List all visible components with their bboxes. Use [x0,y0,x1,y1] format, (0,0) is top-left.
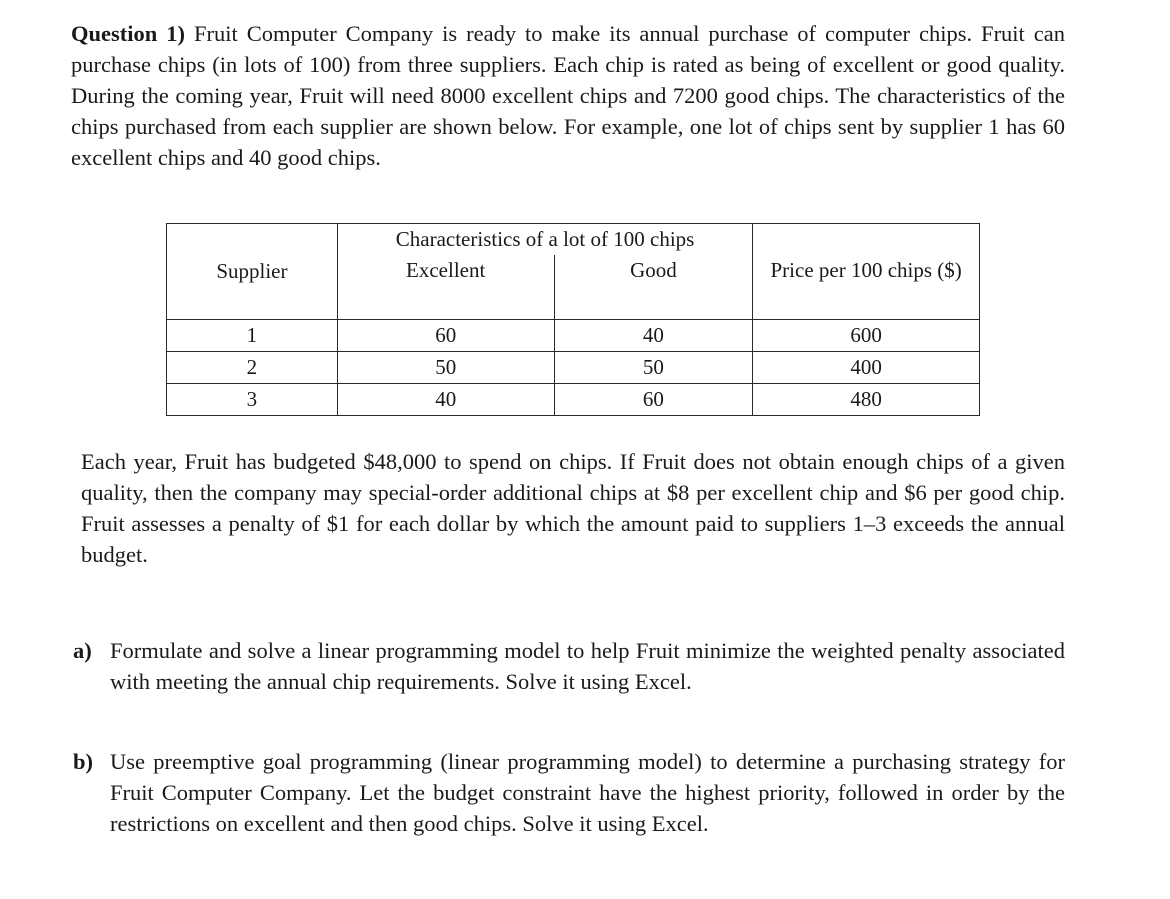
table-row [167,319,980,351]
cell-good: 60 [554,383,753,415]
header-good: Good [554,255,753,319]
part-b-text: Use preemptive goal programming (linear programming model) to determine a purchasing strategy for Fruit Computer Company. Let the budget constraint have the highest priority, followed in order by the restrictions on excellent and then good chips. Solve it using Excel. [110,749,1065,836]
table-row [167,383,980,415]
cell-excellent: 50 [337,351,554,383]
question-label: Question 1) [71,21,185,46]
cell-price: 600 [753,319,980,351]
cell-price: 480 [753,383,980,415]
part-a [73,635,1065,697]
part-b-label: b) [73,749,94,774]
header-supplier: Supplier [167,224,338,320]
cell-supplier: 2 [167,351,338,383]
part-b [73,746,1065,839]
header-characteristics: Characteristics of a lot of 100 chips [337,224,752,256]
cell-good: 40 [554,319,753,351]
budget-paragraph: Each year, Fruit has budgeted $48,000 to spend on chips. If Fruit does not obtain enough chips of a given quality, then the company may special-order additional chips at $8 per excellent chip and $6 per good chip. Fruit assesses a penalty of $1 for each dollar by which the amount paid to suppliers 1–3 exceeds the annual budget. [81,449,1065,567]
header-price: Price per 100 chips ($) [753,224,980,320]
cell-excellent: 40 [337,383,554,415]
cell-excellent: 60 [337,319,554,351]
supplier-characteristics-table [166,223,980,416]
cell-good: 50 [554,351,753,383]
part-a-text: Formulate and solve a linear programming model to help Fruit minimize the weighted penalty associated with meeting the annual chip requirements. Solve it using Excel. [110,638,1065,694]
question-intro-text: Fruit Computer Company is ready to make its annual purchase of computer chips. Fruit can purchase chips (in lots of 100) from three suppliers. Each chip is rated as being of excellent or good quality. During the coming year, Fruit will need 8000 excellent chips and 7200 good chips. The characteristics of the chips purchased from each supplier are shown below. For example, one lot of chips sent by supplier 1 has 60 excellent chips and 40 good chips. [71,21,1066,170]
cell-price: 400 [753,351,980,383]
table-row [167,351,980,383]
cell-supplier: 3 [167,383,338,415]
question-intro [71,18,1065,173]
header-excellent: Excellent [337,255,554,319]
part-a-label: a) [73,638,92,663]
cell-supplier: 1 [167,319,338,351]
